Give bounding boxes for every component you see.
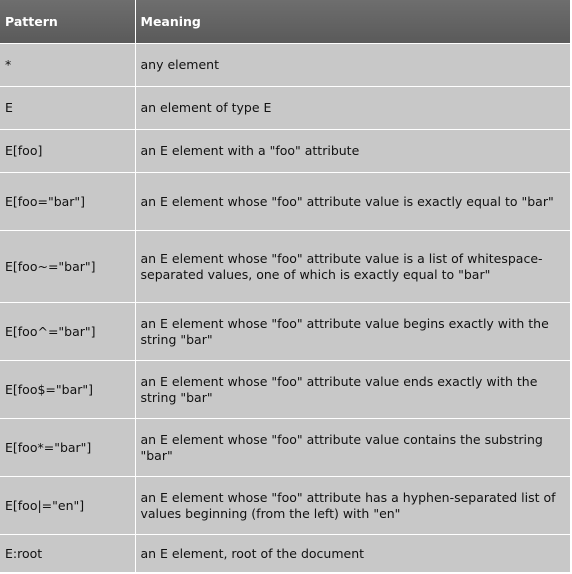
pattern-cell: * xyxy=(0,44,135,87)
meaning-cell: an E element with a "foo" attribute xyxy=(135,130,570,173)
table-row xyxy=(0,44,570,87)
table-row xyxy=(0,173,570,231)
pattern-cell: E xyxy=(0,87,135,130)
table-row xyxy=(0,231,570,303)
pattern-cell: E[foo|="en"] xyxy=(0,477,135,535)
pattern-cell: E[foo="bar"] xyxy=(0,173,135,231)
pattern-cell: E[foo~="bar"] xyxy=(0,231,135,303)
table-row xyxy=(0,303,570,361)
header-pattern: Pattern xyxy=(0,0,135,44)
pattern-cell: E[foo$="bar"] xyxy=(0,361,135,419)
pattern-cell: E[foo^="bar"] xyxy=(0,303,135,361)
meaning-cell: an E element whose "foo" attribute has a hyphen-separated list of values beginning (from the left) with "en" xyxy=(135,477,570,535)
meaning-cell: an E element whose "foo" attribute value is a list of whitespace-separated values, one of which is exactly equal to "bar" xyxy=(135,231,570,303)
pattern-cell: E:root xyxy=(0,535,135,573)
meaning-cell: an E element whose "foo" attribute value is exactly equal to "bar" xyxy=(135,173,570,231)
meaning-cell: an E element whose "foo" attribute value ends exactly with the string "bar" xyxy=(135,361,570,419)
meaning-cell: any element xyxy=(135,44,570,87)
header-meaning: Meaning xyxy=(135,0,570,44)
table-header-row xyxy=(0,0,570,44)
pattern-cell: E[foo*="bar"] xyxy=(0,419,135,477)
meaning-cell: an E element, root of the document xyxy=(135,535,570,573)
table-row xyxy=(0,535,570,573)
pattern-cell: E[foo] xyxy=(0,130,135,173)
table-row xyxy=(0,361,570,419)
table-row xyxy=(0,130,570,173)
table-row xyxy=(0,87,570,130)
meaning-cell: an E element whose "foo" attribute value contains the substring "bar" xyxy=(135,419,570,477)
meaning-cell: an E element whose "foo" attribute value begins exactly with the string "bar" xyxy=(135,303,570,361)
meaning-cell: an element of type E xyxy=(135,87,570,130)
table-row xyxy=(0,419,570,477)
table-row xyxy=(0,477,570,535)
